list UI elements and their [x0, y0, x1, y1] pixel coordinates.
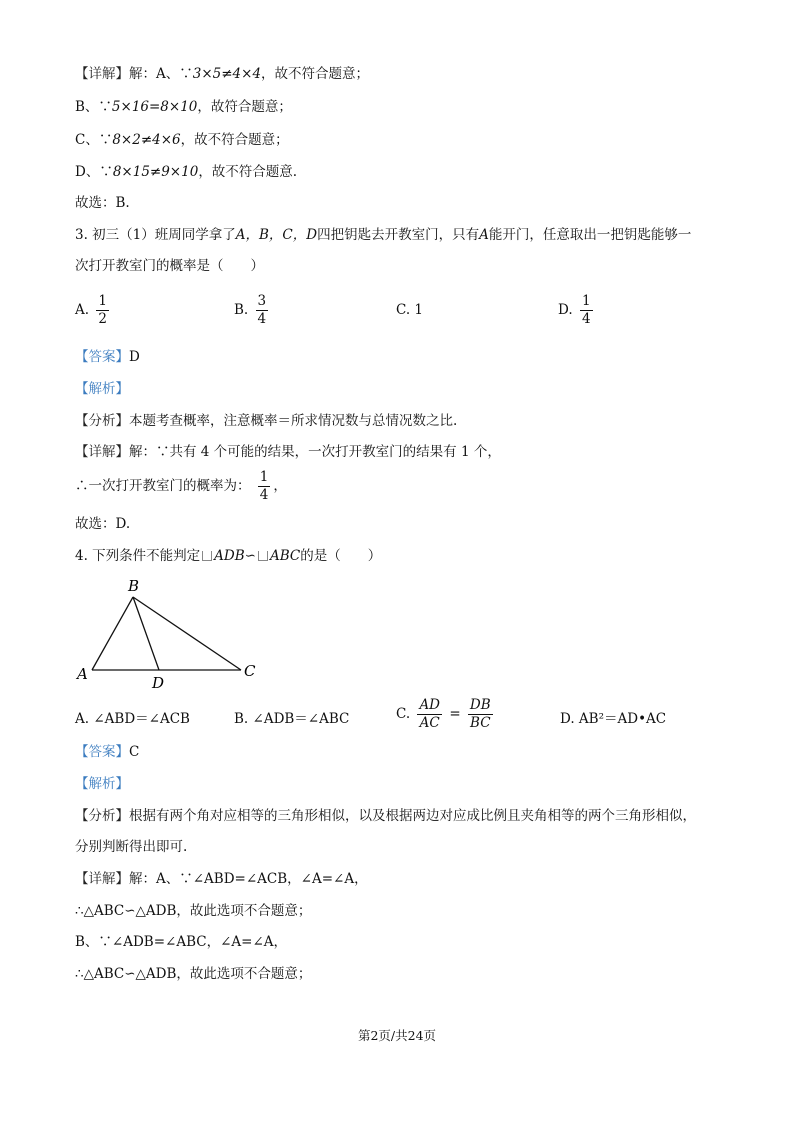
- q2-solution-line-1: 【详解】解：A、∵3×5≠4×4，故不符合题意；: [75, 66, 370, 82]
- q4-fenxi-line-2: 分别判断得出即可.: [75, 839, 188, 855]
- q2-choose: 故选：B.: [75, 195, 130, 211]
- triangle-symbol-icon: [202, 551, 212, 561]
- q3-answer: 【答案】D: [75, 349, 140, 365]
- q3-option-a[interactable]: A. $\frac{1}{2}$: [75, 293, 107, 327]
- q4-option-a[interactable]: A. ∠ABD＝∠ACB: [75, 711, 190, 727]
- fraction: $\frac{1}{4}$: [581, 293, 591, 327]
- segment-ab: [92, 597, 133, 670]
- q4-xiangjie-line-1: 【详解】解：A、∵∠ABD=∠ACB，∠A=∠A，: [75, 871, 368, 887]
- label-b: B: [128, 577, 140, 595]
- segment-bd: [133, 597, 159, 670]
- q3-fenxi: 【分析】本题考查概率，注意概率＝所求情况数与总情况数之比.: [75, 413, 458, 429]
- fraction: $\frac{AD}{AC}$: [419, 697, 441, 731]
- q4-fenxi-line-1: 【分析】根据有两个角对应相等的三角形相似，以及根据两边对应成比例且夹角相等的两个三角形相似，: [75, 808, 696, 824]
- q3-option-c[interactable]: C. 1: [396, 302, 424, 318]
- label-c: C: [244, 662, 256, 680]
- q4-xiangjie-line-3: B、∵∠ADB=∠ABC，∠A=∠A，: [75, 934, 288, 950]
- q4-xiangjie-line-2: ∴△ABC∽△ADB，故此选项不合题意；: [75, 903, 312, 919]
- q2-solution-line-3: C、∵8×2≠4×6，故不符合题意；: [75, 132, 289, 148]
- q4-analysis-tag: 【解析】: [75, 776, 129, 792]
- q4-stem: 4. 下列条件不能判定 ADB∽ ABC的是（ ）: [75, 548, 382, 564]
- q4-option-c[interactable]: C. $\frac{AD}{AC}$ = $\frac{DB}{BC}$: [396, 697, 491, 731]
- q3-stem-line-1: 3. 初三（1）班周同学拿了A，B，C，D四把钥匙去开教室门，只有A能开门，任意取出一把钥匙能够一: [75, 227, 692, 243]
- segment-bc: [133, 597, 241, 670]
- page-number-footer: 第2页/共24页: [357, 1028, 437, 1043]
- q3-analysis-tag: 【解析】: [75, 381, 129, 397]
- q2-solution-line-2: B、∵5×16=8×10，故符合题意；: [75, 99, 292, 115]
- q2-solution-line-4: D、∵8×15≠9×10，故不符合题意.: [75, 164, 298, 180]
- fraction: $\frac{1}{4}$: [259, 469, 269, 503]
- q3-stem-line-2: 次打开教室门的概率是（ ）: [75, 258, 264, 274]
- q3-xiangjie: 【详解】解：∵共有 4 个可能的结果，一次打开教室门的结果有 1 个，: [75, 444, 501, 460]
- q3-option-d[interactable]: D. $\frac{1}{4}$: [558, 293, 591, 327]
- q3-therefore: ∴一次打开教室门的概率为： $\frac{1}{4}$ ，: [75, 469, 287, 503]
- fraction: $\frac{3}{4}$: [257, 293, 267, 327]
- q4-option-b[interactable]: B. ∠ADB＝∠ABC: [234, 711, 350, 727]
- q3-option-b[interactable]: B. $\frac{3}{4}$: [234, 293, 267, 327]
- q4-answer: 【答案】C: [75, 744, 140, 760]
- q3-choose: 故选：D.: [75, 516, 131, 532]
- q4-option-d[interactable]: D. AB²＝AD•AC: [560, 711, 667, 727]
- triangle-figure: [70, 572, 270, 697]
- fraction: $\frac{DB}{BC}$: [469, 697, 491, 731]
- fraction: $\frac{1}{2}$: [98, 293, 107, 327]
- triangle-symbol-icon: [258, 551, 268, 561]
- label-a: A: [77, 665, 88, 683]
- label-d: D: [152, 674, 165, 692]
- q4-xiangjie-line-4: ∴△ABC∽△ADB，故此选项不合题意；: [75, 966, 312, 982]
